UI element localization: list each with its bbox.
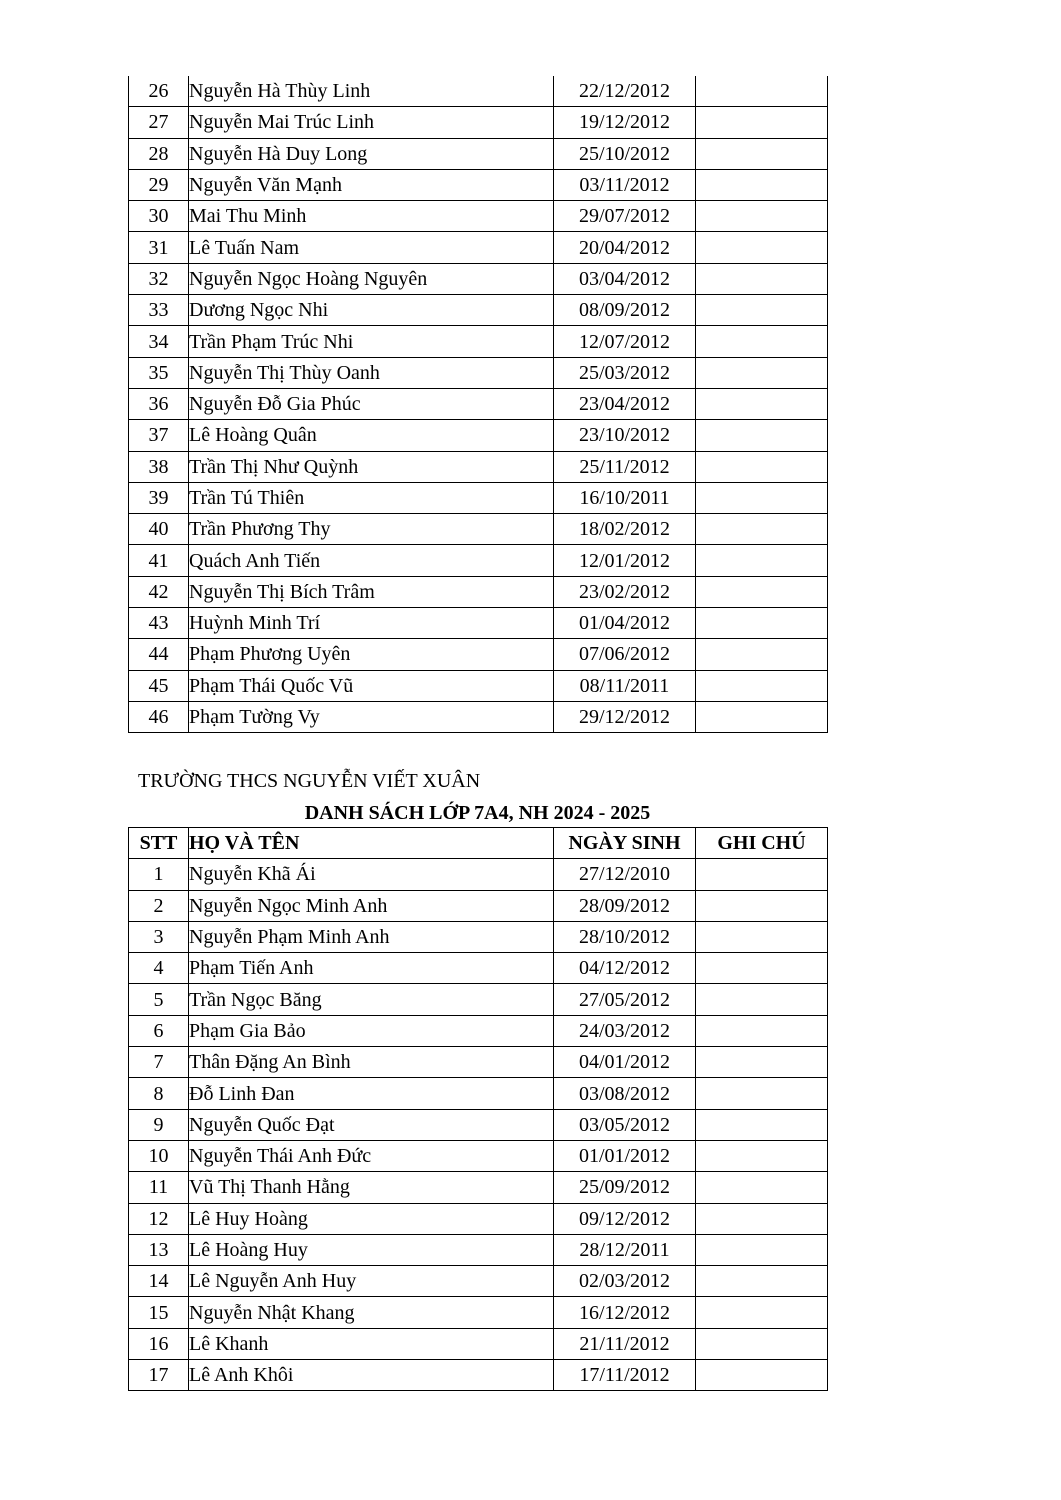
row-number: 40 — [129, 514, 189, 545]
student-name: Lê Tuấn Nam — [189, 232, 554, 263]
student-name: Nguyễn Phạm Minh Anh — [189, 921, 554, 952]
student-name: Trần Thị Như Quỳnh — [189, 451, 554, 482]
note-cell — [696, 107, 828, 138]
note-cell — [696, 859, 828, 890]
note-cell — [696, 420, 828, 451]
student-name: Nguyễn Thị Bích Trâm — [189, 576, 554, 607]
date-of-birth: 25/10/2012 — [554, 138, 696, 169]
school-name: TRƯỜNG THCS NGUYỄN VIẾT XUÂN — [138, 770, 481, 792]
note-cell — [696, 388, 828, 419]
table-row — [129, 451, 828, 482]
note-cell — [696, 670, 828, 701]
student-name: Nguyễn Hà Thùy Linh — [189, 76, 554, 107]
note-cell — [696, 1078, 828, 1109]
note-cell — [696, 1328, 828, 1359]
student-name: Trần Phương Thy — [189, 514, 554, 545]
note-cell — [696, 1266, 828, 1297]
student-name: Dương Ngọc Nhi — [189, 295, 554, 326]
student-name: Nguyễn Mai Trúc Linh — [189, 107, 554, 138]
table-row — [129, 420, 828, 451]
table-row — [129, 1360, 828, 1391]
table-row — [129, 482, 828, 513]
row-number: 9 — [129, 1109, 189, 1140]
student-name: Nguyễn Ngọc Hoàng Nguyên — [189, 263, 554, 294]
note-cell — [696, 1047, 828, 1078]
note-cell — [696, 1172, 828, 1203]
table-row — [129, 138, 828, 169]
note-cell — [696, 1203, 828, 1234]
note-cell — [696, 326, 828, 357]
student-name: Đỗ Linh Đan — [189, 1078, 554, 1109]
table-row — [129, 295, 828, 326]
note-cell — [696, 953, 828, 984]
student-name: Huỳnh Minh Trí — [189, 608, 554, 639]
row-number: 7 — [129, 1047, 189, 1078]
table-row — [129, 1234, 828, 1265]
header-dob: NGÀY SINH — [554, 828, 696, 859]
table-row — [129, 1015, 828, 1046]
student-name: Phạm Tiến Anh — [189, 953, 554, 984]
date-of-birth: 07/06/2012 — [554, 639, 696, 670]
student-name: Quách Anh Tiến — [189, 545, 554, 576]
student-name: Phạm Tường Vy — [189, 701, 554, 732]
row-number: 38 — [129, 451, 189, 482]
student-name: Nguyễn Ngọc Minh Anh — [189, 890, 554, 921]
row-number: 26 — [129, 76, 189, 107]
row-number: 41 — [129, 545, 189, 576]
row-number: 2 — [129, 890, 189, 921]
date-of-birth: 01/01/2012 — [554, 1140, 696, 1171]
date-of-birth: 29/12/2012 — [554, 701, 696, 732]
date-of-birth: 27/12/2010 — [554, 859, 696, 890]
note-cell — [696, 1109, 828, 1140]
note-cell — [696, 608, 828, 639]
date-of-birth: 08/09/2012 — [554, 295, 696, 326]
row-number: 27 — [129, 107, 189, 138]
date-of-birth: 04/12/2012 — [554, 953, 696, 984]
student-name: Nguyễn Đỗ Gia Phúc — [189, 388, 554, 419]
student-name: Nguyễn Thị Thùy Oanh — [189, 357, 554, 388]
table-row — [129, 107, 828, 138]
note-cell — [696, 701, 828, 732]
row-number: 28 — [129, 138, 189, 169]
student-name: Nguyễn Hà Duy Long — [189, 138, 554, 169]
table-row — [129, 921, 828, 952]
date-of-birth: 25/03/2012 — [554, 357, 696, 388]
table-row — [129, 670, 828, 701]
row-number: 30 — [129, 201, 189, 232]
row-number: 16 — [129, 1328, 189, 1359]
table-row — [129, 1328, 828, 1359]
table-row — [129, 984, 828, 1015]
note-cell — [696, 1015, 828, 1046]
date-of-birth: 17/11/2012 — [554, 1360, 696, 1391]
class-list-7a4-table — [128, 827, 828, 1391]
date-of-birth: 23/04/2012 — [554, 388, 696, 419]
date-of-birth: 28/09/2012 — [554, 890, 696, 921]
table-row — [129, 1172, 828, 1203]
row-number: 29 — [129, 169, 189, 200]
table-row — [129, 1047, 828, 1078]
note-cell — [696, 639, 828, 670]
date-of-birth: 29/07/2012 — [554, 201, 696, 232]
table-row — [129, 76, 828, 107]
row-number: 36 — [129, 388, 189, 419]
class-list-continued-table — [128, 76, 828, 733]
student-name: Lê Hoàng Huy — [189, 1234, 554, 1265]
row-number: 33 — [129, 295, 189, 326]
row-number: 15 — [129, 1297, 189, 1328]
date-of-birth: 20/04/2012 — [554, 232, 696, 263]
student-name: Nguyễn Quốc Đạt — [189, 1109, 554, 1140]
table-row — [129, 263, 828, 294]
date-of-birth: 23/02/2012 — [554, 576, 696, 607]
student-name: Mai Thu Minh — [189, 201, 554, 232]
date-of-birth: 16/10/2011 — [554, 482, 696, 513]
date-of-birth: 28/10/2012 — [554, 921, 696, 952]
note-cell — [696, 1297, 828, 1328]
table-header — [129, 828, 828, 859]
note-cell — [696, 984, 828, 1015]
table-row — [129, 1297, 828, 1328]
row-number: 10 — [129, 1140, 189, 1171]
date-of-birth: 18/02/2012 — [554, 514, 696, 545]
date-of-birth: 09/12/2012 — [554, 1203, 696, 1234]
note-cell — [696, 295, 828, 326]
table-row — [129, 608, 828, 639]
note-cell — [696, 1360, 828, 1391]
date-of-birth: 24/03/2012 — [554, 1015, 696, 1046]
student-name: Nguyễn Nhật Khang — [189, 1297, 554, 1328]
table-row — [129, 953, 828, 984]
date-of-birth: 25/09/2012 — [554, 1172, 696, 1203]
table-row — [129, 1109, 828, 1140]
table-row — [129, 232, 828, 263]
date-of-birth: 23/10/2012 — [554, 420, 696, 451]
row-number: 46 — [129, 701, 189, 732]
student-name: Lê Huy Hoàng — [189, 1203, 554, 1234]
date-of-birth: 02/03/2012 — [554, 1266, 696, 1297]
note-cell — [696, 576, 828, 607]
date-of-birth: 03/08/2012 — [554, 1078, 696, 1109]
class-list-title: DANH SÁCH LỚP 7A4, NH 2024 - 2025 — [304, 802, 651, 824]
student-name: Nguyễn Khã Ái — [189, 859, 554, 890]
note-cell — [696, 263, 828, 294]
date-of-birth: 12/07/2012 — [554, 326, 696, 357]
row-number: 44 — [129, 639, 189, 670]
date-of-birth: 12/01/2012 — [554, 545, 696, 576]
note-cell — [696, 169, 828, 200]
student-name: Vũ Thị Thanh Hằng — [189, 1172, 554, 1203]
row-number: 5 — [129, 984, 189, 1015]
date-of-birth: 21/11/2012 — [554, 1328, 696, 1359]
note-cell — [696, 890, 828, 921]
note-cell — [696, 232, 828, 263]
row-number: 4 — [129, 953, 189, 984]
note-cell — [696, 451, 828, 482]
row-number: 42 — [129, 576, 189, 607]
class-list-continued-body — [129, 76, 828, 733]
note-cell — [696, 138, 828, 169]
date-of-birth: 22/12/2012 — [554, 76, 696, 107]
date-of-birth: 01/04/2012 — [554, 608, 696, 639]
class-list-7a4-body — [129, 859, 828, 1391]
date-of-birth: 03/04/2012 — [554, 263, 696, 294]
student-name: Phạm Phương Uyên — [189, 639, 554, 670]
date-of-birth: 16/12/2012 — [554, 1297, 696, 1328]
row-number: 39 — [129, 482, 189, 513]
date-of-birth: 04/01/2012 — [554, 1047, 696, 1078]
row-number: 17 — [129, 1360, 189, 1391]
row-number: 37 — [129, 420, 189, 451]
table-row — [129, 1203, 828, 1234]
student-name: Lê Khanh — [189, 1328, 554, 1359]
row-number: 8 — [129, 1078, 189, 1109]
note-cell — [696, 545, 828, 576]
table-row — [129, 701, 828, 732]
student-name: Trần Tú Thiên — [189, 482, 554, 513]
student-name: Phạm Thái Quốc Vũ — [189, 670, 554, 701]
note-cell — [696, 482, 828, 513]
row-number: 3 — [129, 921, 189, 952]
table-row — [129, 1078, 828, 1109]
table-row — [129, 388, 828, 419]
row-number: 35 — [129, 357, 189, 388]
row-number: 32 — [129, 263, 189, 294]
table-row — [129, 514, 828, 545]
date-of-birth: 25/11/2012 — [554, 451, 696, 482]
table-row — [129, 890, 828, 921]
header-stt: STT — [129, 828, 189, 859]
student-name: Nguyễn Thái Anh Đức — [189, 1140, 554, 1171]
header-name: HỌ VÀ TÊN — [189, 828, 554, 859]
note-cell — [696, 76, 828, 107]
row-number: 14 — [129, 1266, 189, 1297]
table-row — [129, 1140, 828, 1171]
row-number: 34 — [129, 326, 189, 357]
note-cell — [696, 201, 828, 232]
date-of-birth: 19/12/2012 — [554, 107, 696, 138]
row-number: 6 — [129, 1015, 189, 1046]
student-name: Phạm Gia Bảo — [189, 1015, 554, 1046]
note-cell — [696, 357, 828, 388]
table-row — [129, 169, 828, 200]
table-row — [129, 545, 828, 576]
table-row — [129, 357, 828, 388]
date-of-birth: 27/05/2012 — [554, 984, 696, 1015]
note-cell — [696, 514, 828, 545]
date-of-birth: 03/05/2012 — [554, 1109, 696, 1140]
row-number: 31 — [129, 232, 189, 263]
date-of-birth: 08/11/2011 — [554, 670, 696, 701]
note-cell — [696, 921, 828, 952]
row-number: 43 — [129, 608, 189, 639]
student-name: Lê Hoàng Quân — [189, 420, 554, 451]
student-name: Thân Đặng An Bình — [189, 1047, 554, 1078]
date-of-birth: 03/11/2012 — [554, 169, 696, 200]
row-number: 12 — [129, 1203, 189, 1234]
student-name: Trần Ngọc Băng — [189, 984, 554, 1015]
row-number: 13 — [129, 1234, 189, 1265]
student-name: Nguyễn Văn Mạnh — [189, 169, 554, 200]
table-row — [129, 639, 828, 670]
table-row — [129, 576, 828, 607]
row-number: 1 — [129, 859, 189, 890]
row-number: 45 — [129, 670, 189, 701]
table-row — [129, 201, 828, 232]
student-name: Lê Anh Khôi — [189, 1360, 554, 1391]
note-cell — [696, 1140, 828, 1171]
table-row — [129, 1266, 828, 1297]
student-name: Trần Phạm Trúc Nhi — [189, 326, 554, 357]
student-name: Lê Nguyễn Anh Huy — [189, 1266, 554, 1297]
header-row — [129, 828, 828, 859]
date-of-birth: 28/12/2011 — [554, 1234, 696, 1265]
row-number: 11 — [129, 1172, 189, 1203]
table-row — [129, 326, 828, 357]
table-row — [129, 859, 828, 890]
header-note: GHI CHÚ — [696, 828, 828, 859]
note-cell — [696, 1234, 828, 1265]
